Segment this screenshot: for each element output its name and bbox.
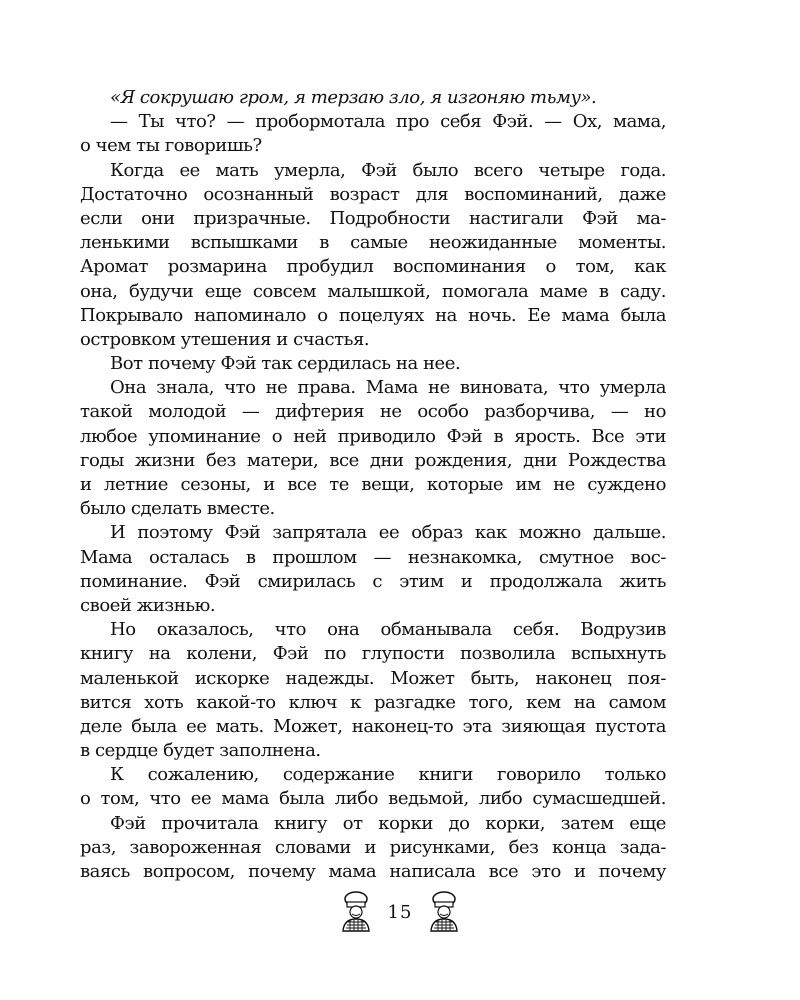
text-line: поминание. Фэй смирилась с этим и продолжала жить	[80, 570, 666, 592]
text-line: своей жизнью.	[80, 594, 216, 616]
text-line: Когда ее мать умерла, Фэй было всего четыре года.	[110, 159, 666, 181]
text-line: о том, что ее мама была либо ведьмой, либо сумасшедшей.	[80, 788, 666, 810]
text-line: годы жизни без матери, все дни рождения, дни Рождества	[80, 449, 666, 471]
text-line: Покрывало напоминало о поцелуях на ночь. Ее мама была	[80, 304, 666, 326]
text-line: такой молодой — дифтерия не особо разборчива, — но	[80, 401, 666, 423]
chef-icon	[336, 891, 376, 933]
text-line: — Ты что? — пробормотала про себя Фэй. — Ох, мама,	[110, 111, 666, 133]
text-line: Но оказалось, что она обманывала себя. Водрузив	[110, 619, 666, 641]
text-line: К сожалению, содержание книги говорило только	[110, 764, 666, 786]
text-line: Аромат розмарина пробудил воспоминания о том, как	[80, 256, 666, 278]
text-line: деле была ее мать. Может, наконец-то эта зияющая пустота	[80, 715, 666, 737]
chef-icon	[424, 891, 464, 933]
text-line: раз, завороженная словами и рисунками, без конца зада-	[80, 836, 666, 858]
text-line: Она знала, что не права. Мама не виновата, что умерла	[110, 377, 666, 399]
text-line: было сделать вместе.	[80, 498, 275, 520]
text-line: в сердце будет заполнена.	[80, 740, 321, 762]
text-line: Фэй прочитала книгу от корки до корки, затем еще	[110, 812, 666, 834]
text-line: Вот почему Фэй так сердилась на нее.	[110, 353, 461, 375]
page-footer	[0, 891, 800, 933]
text-line: она, будучи еще совсем малышкой, помогала маме в саду.	[80, 280, 666, 302]
text-line: Мама осталась в прошлом — незнакомка, смутное вос-	[80, 546, 666, 568]
text-line: островком утешения и счастья.	[80, 328, 370, 350]
text-line: Достаточно осознанный возраст для воспоминаний, даже	[80, 183, 666, 205]
text-line: о чем ты говоришь?	[80, 135, 262, 157]
text-line: ваясь вопросом, почему мама написала все это и почему	[80, 861, 666, 882]
text-line: И поэтому Фэй запрятала ее образ как можно дальше.	[110, 522, 666, 544]
page-number: 15	[387, 901, 413, 923]
text-line: если они призрачные. Подробности настигали Фэй ма-	[80, 207, 666, 229]
text-line: любое упоминание о ней приводило Фэй в ярость. Все эти	[80, 425, 666, 447]
text-line: и летние сезоны, и все те вещи, которые им не суждено	[80, 474, 666, 495]
text-line: маленькой искорке надежды. Может быть, наконец поя-	[80, 667, 666, 689]
body-text	[80, 86, 666, 884]
text-line: вится хоть какой-то ключ к разгадке того, кем на самом	[80, 691, 666, 713]
text-line: книгу на колени, Фэй по глупости позволила вспыхнуть	[80, 643, 666, 665]
text-line: «Я сокрушаю гром, я терзаю зло, я изгоняю тьму».	[110, 87, 597, 108]
text-line: ленькими вспышками в самые неожиданные моменты.	[80, 232, 666, 254]
